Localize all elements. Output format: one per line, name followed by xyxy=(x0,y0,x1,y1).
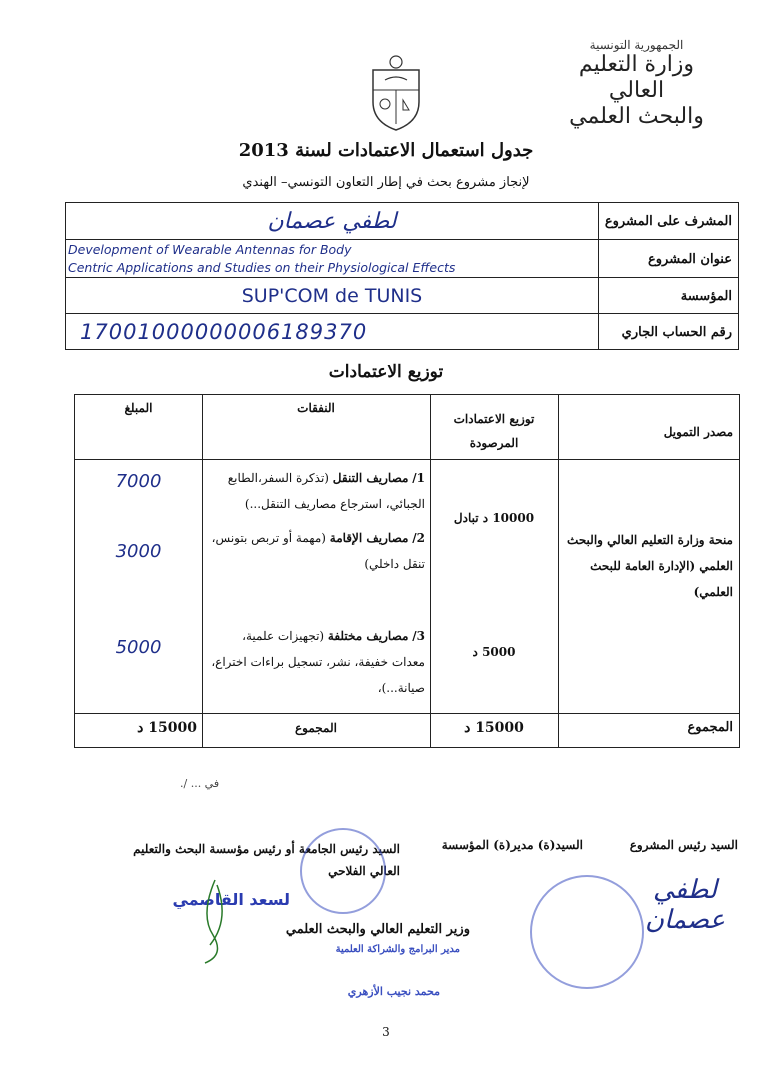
supervisor-value: لطفي عصمان xyxy=(267,208,397,234)
account-value: 17001000000006189370 xyxy=(80,320,368,344)
institution-stamp-icon xyxy=(530,875,644,989)
total-amount: 15000 د xyxy=(137,720,197,736)
university-stamp-icon xyxy=(300,828,386,914)
ministry-header xyxy=(549,38,724,130)
amount-3: 5000 xyxy=(115,637,162,658)
header-allocated: توزيع الاعتمادات المرصودة xyxy=(453,412,535,450)
institution-director-label: السيد(ة) مدير(ة) المؤسسة xyxy=(441,838,583,852)
amount-2: 3000 xyxy=(115,541,162,562)
header-expenses: النفقات xyxy=(297,401,335,415)
ministry-line-1: وزارة التعليم العالي xyxy=(578,52,695,103)
university-president-label: السيد رئيس الجامعة أو رئيس مؤسسة البحث والتعليم العالي الفلاحي xyxy=(133,842,400,878)
signature-scribble-icon xyxy=(195,875,235,965)
tunisia-emblem-icon xyxy=(365,52,427,132)
president-signature-name: لسعد القاصمي xyxy=(172,890,290,909)
date-line: في ... /. xyxy=(180,777,220,790)
account-row xyxy=(66,313,738,350)
account-label: رقم الحساب الجاري xyxy=(598,314,738,350)
page-title: جدول استعمال الاعتمادات لسنة 2013 xyxy=(238,140,534,161)
supervisor-label: المشرف على المشروع xyxy=(598,203,738,239)
amount-1: 7000 xyxy=(115,471,162,492)
project-title-line-2: Centric Applications and Studies on their Physiological Effects xyxy=(68,260,456,275)
institution-label: المؤسسة xyxy=(598,278,738,314)
ministry-line-2: والبحث العلمي xyxy=(569,104,704,129)
minister-stamp-name: محمد نجيب الأزهري xyxy=(347,985,440,998)
allocation-heading: توزيع الاعتمادات xyxy=(328,362,444,382)
total-allocated: 15000 د xyxy=(464,720,524,736)
header-source: مصدر التمويل xyxy=(663,425,733,439)
project-info-table xyxy=(65,202,739,350)
allocated-amount-2: 5000 د xyxy=(472,645,516,659)
expense-item-2: 2/ مصاريف الإقامة (مهمة أو تربص بتونس، تنقل داخلي) xyxy=(211,531,425,571)
project-head-label: السيد رئيس المشروع xyxy=(629,838,738,852)
funding-source: منحة وزارة التعليم العالي والبحث العلمي (الإدارة العامة للبحث العلمي) xyxy=(567,533,733,599)
project-title-line-1: Development of Wearable Antennas for Body xyxy=(68,242,352,257)
project-head-signature: لطفي عصمان xyxy=(644,875,726,935)
republic-label: الجمهورية التونسية xyxy=(589,38,684,52)
minister-label: وزير التعليم العالي والبحث العلمي xyxy=(285,922,470,937)
allocated-amount-1: 10000 د تبادل xyxy=(453,511,535,525)
expense-item-1: 1/ مصاريف التنقل (تذكرة السفر،الطابع الجبائي، استرجاع مصاريف التنقل...) xyxy=(227,471,425,511)
minister-stamp-title: مدير البرامج والشراكة العلمية xyxy=(335,944,460,955)
allocation-table xyxy=(74,394,740,748)
total-label-2: المجموع xyxy=(295,721,337,735)
page-number: 3 xyxy=(382,1025,390,1039)
page-subtitle: لإنجاز مشروع بحث في إطار التعاون التونسي– الهندي xyxy=(242,175,530,190)
expense-item-3: 3/ مصاريف مختلفة (تجهيزات علمية، معدات خفيفة، نشر، تسجيل براءات اختراع، صيانة...)، xyxy=(211,629,425,695)
project-title-label: عنوان المشروع xyxy=(598,240,738,278)
header-amount: المبلغ xyxy=(124,401,153,415)
supervisor-row xyxy=(66,203,738,239)
project-title-row xyxy=(66,239,738,278)
total-label: المجموع xyxy=(687,720,733,735)
institution-row xyxy=(66,277,738,314)
institution-value: SUP'COM de TUNIS xyxy=(241,285,423,307)
